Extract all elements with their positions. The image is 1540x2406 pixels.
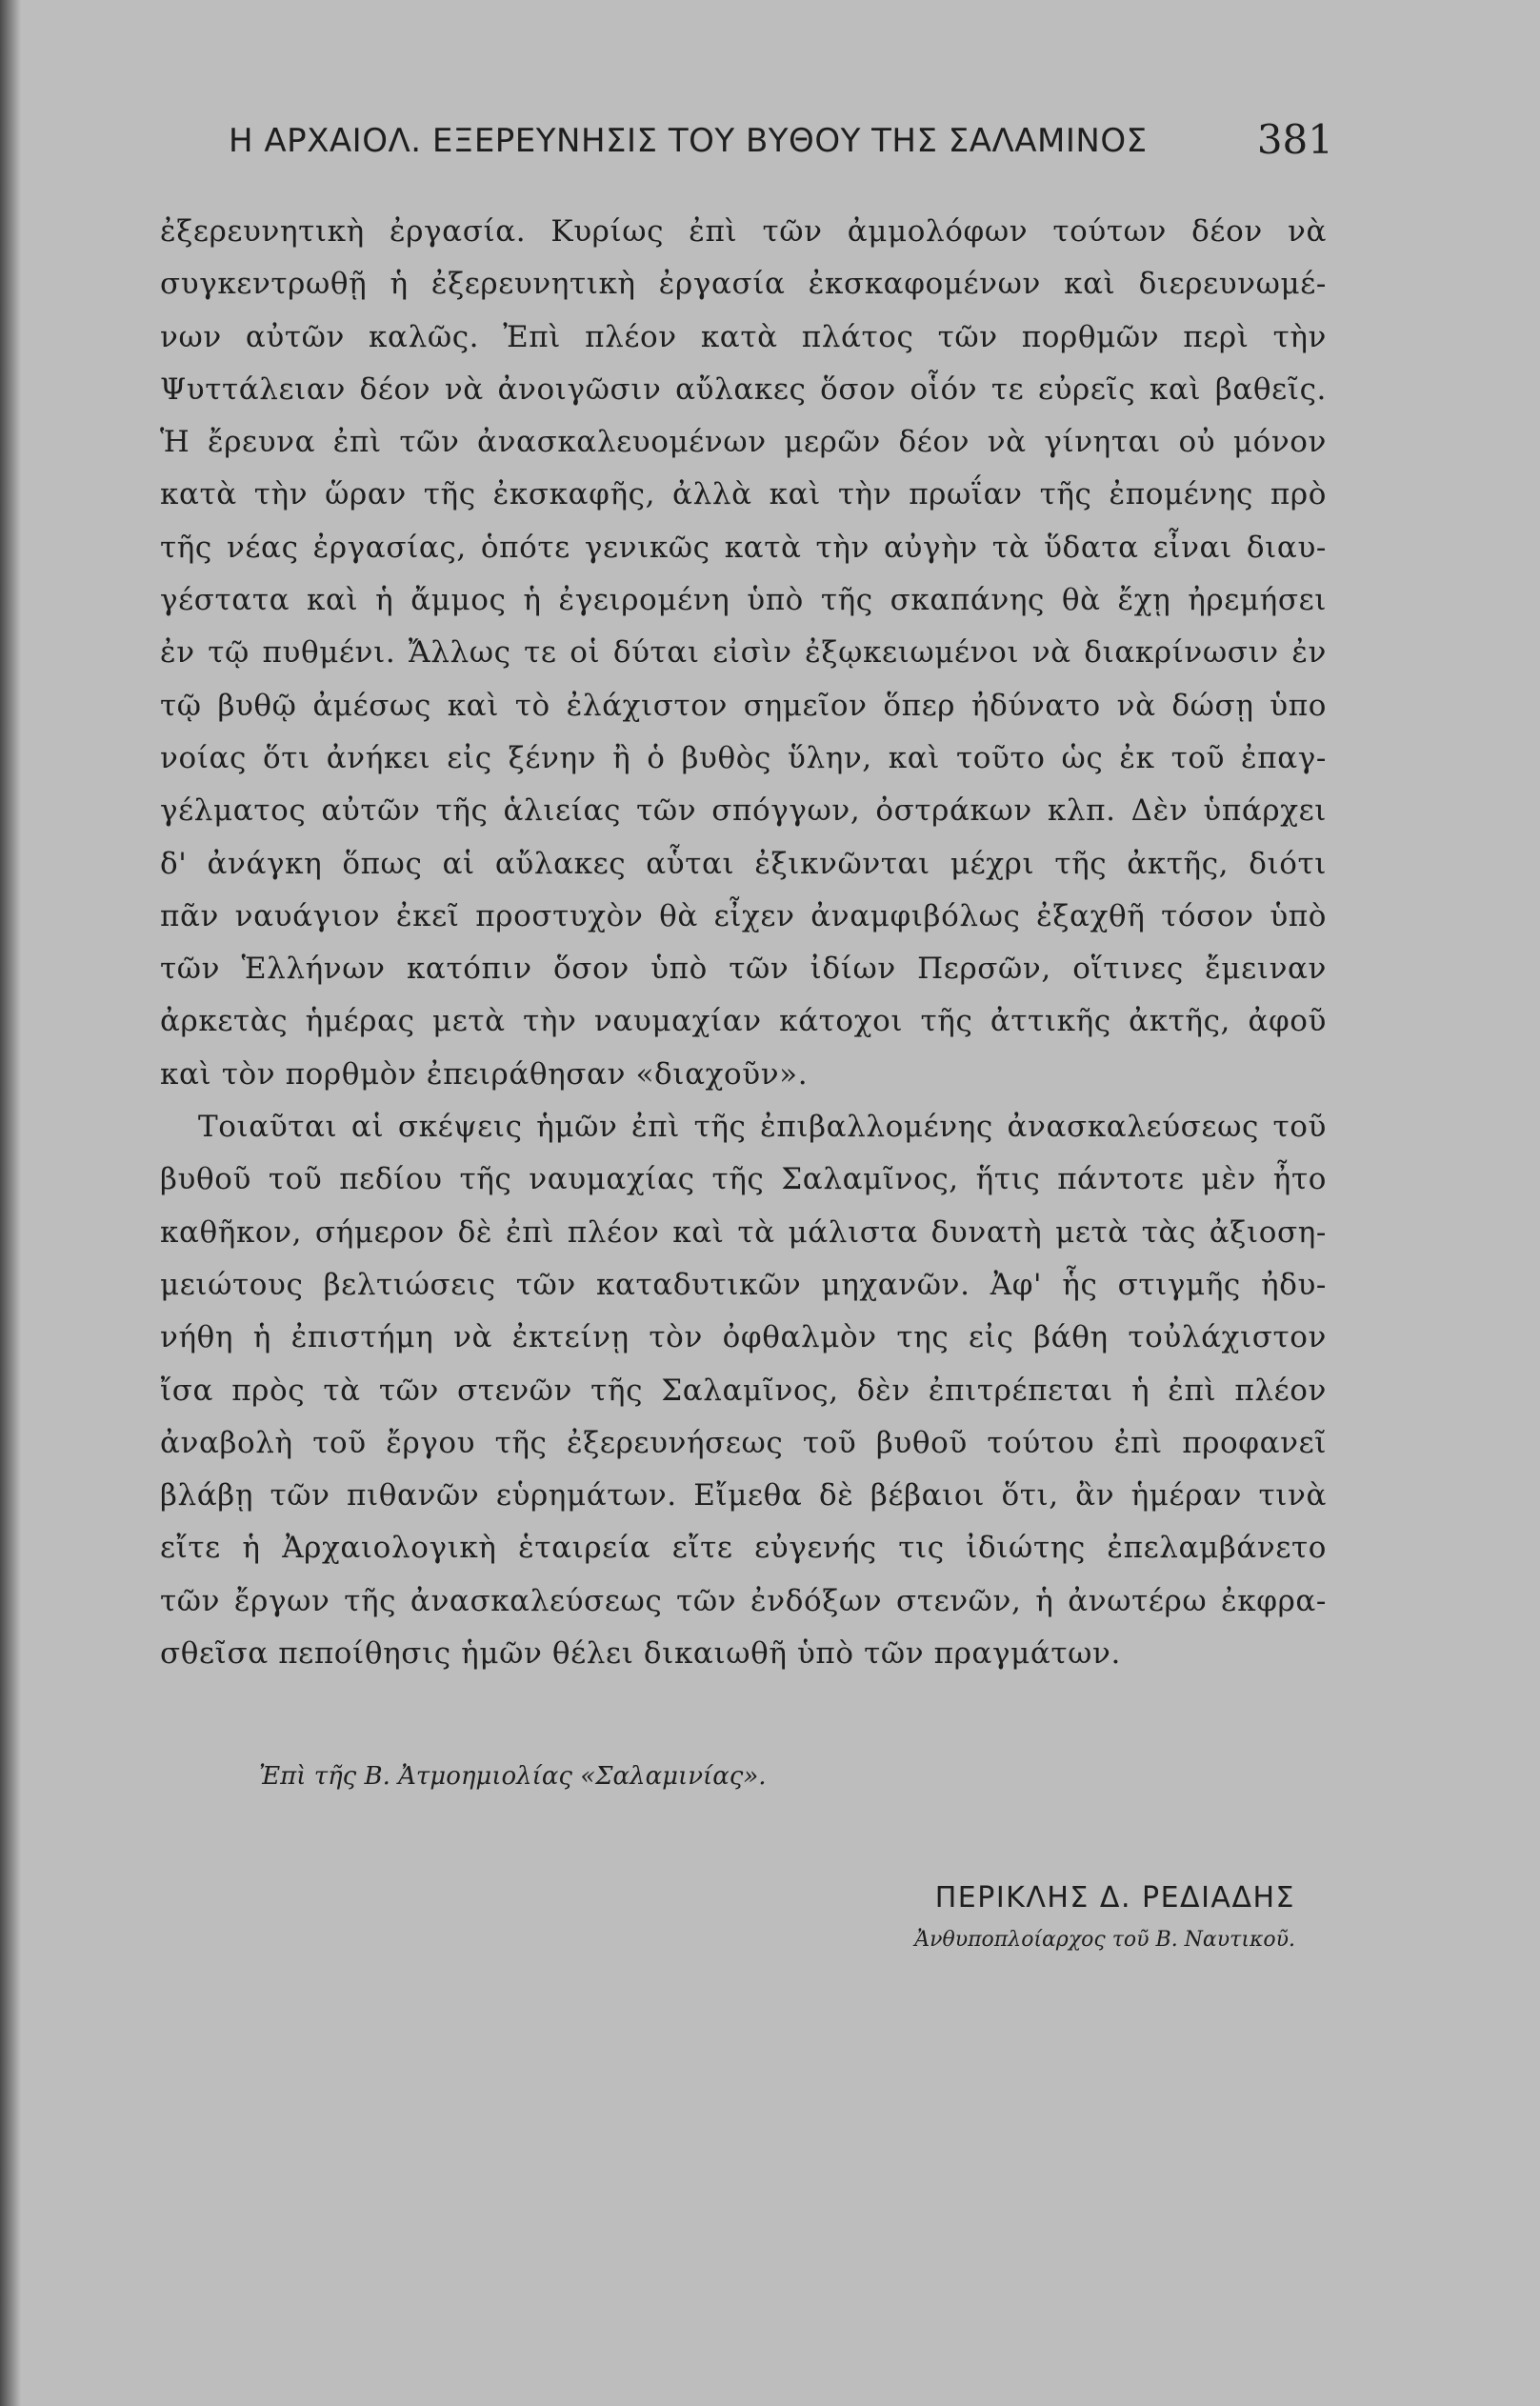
text-line: ἀναβολὴ τοῦ ἔργου τῆς ἐξερευνήσεως τοῦ βυθοῦ τούτου ἐπὶ προφανεῖ bbox=[160, 1425, 1327, 1460]
text-line: δ' ἀνάγκη ὅπως αἱ αὔλακες αὗται ἐξικνῶνται μέχρι τῆς ἀκτῆς, διότι bbox=[160, 846, 1327, 881]
text-line: ἐν τῷ πυθμένι. Ἄλλως τε οἱ δύται εἰσὶν ἐξῳκειωμένοι νὰ διακρίνωσιν ἐν bbox=[160, 635, 1327, 671]
author-name: ΠΕΡΙΚΛΗΣ Δ. ΡΕΔΙΑΔΗΣ bbox=[934, 1881, 1295, 1915]
text-line: καθῆκον, σήμερον δὲ ἐπὶ πλέον καὶ τὰ μάλιστα δυνατὴ μετὰ τὰς ἀξιοση- bbox=[160, 1214, 1327, 1250]
text-line: εἴτε ἡ Ἀρχαιολογικὴ ἑταιρεία εἴτε εὐγενής τις ἰδιώτης ἐπελαμβάνετο bbox=[160, 1531, 1327, 1566]
text-line: τῷ βυθῷ ἀμέσως καὶ τὸ ἐλάχιστον σημεῖον ὅπερ ἠδύνατο νὰ δώσῃ ὑπο bbox=[160, 688, 1327, 723]
text-line: ἐξερευνητικὴ ἐργασία. Κυρίως ἐπὶ τῶν ἀμμολόφων τούτων δέον νὰ bbox=[160, 214, 1327, 249]
text-line: Ἡ ἔρευνα ἐπὶ τῶν ἀνασκαλευομένων μερῶν δέον νὰ γίνηται οὐ μόνον bbox=[160, 425, 1327, 460]
text-line: τῆς νέας ἐργασίας, ὁπότε γενικῶς κατὰ τὴν αὐγὴν τὰ ὕδατα εἶναι διαυ- bbox=[160, 530, 1327, 565]
text-line: Τοιαῦται αἱ σκέψεις ἡμῶν ἐπὶ τῆς ἐπιβαλλομένης ἀνασκαλεύσεως τοῦ bbox=[198, 1110, 1327, 1145]
text-line: συγκεντρωθῇ ἡ ἐξερευνητικὴ ἐργασία ἐκσκαφομένων καὶ διερευνωμέ- bbox=[160, 267, 1327, 302]
text-line: Ψυττάλειαν δέον νὰ ἀνοιγῶσιν αὔλακες ὅσον οἷόν τε εὐρεῖς καὶ βαθεῖς. bbox=[160, 371, 1327, 407]
text-line: πᾶν ναυάγιον ἐκεῖ προστυχὸν θὰ εἶχεν ἀναμφιβόλως ἐξαχθῆ τόσον ὑπὸ bbox=[160, 898, 1327, 933]
text-line: νων αὐτῶν καλῶς. Ἐπὶ πλέον κατὰ πλάτος τῶν πορθμῶν περὶ τὴν bbox=[160, 319, 1327, 354]
text-line: βυθοῦ τοῦ πεδίου τῆς ναυμαχίας τῆς Σαλαμῖνος, ἥτις πάντοτε μὲν ἦτο bbox=[160, 1162, 1327, 1197]
text-line: νοίας ὅτι ἀνήκει εἰς ξένην ἢ ὁ βυθὸς ὕλην, καὶ τοῦτο ὡς ἐκ τοῦ ἐπαγ- bbox=[160, 740, 1327, 775]
page-number: 381 bbox=[1256, 116, 1333, 163]
text-line: σθεῖσα πεποίθησις ἡμῶν θέλει δικαιωθῆ ὑπὸ τῶν πραγμάτων. bbox=[160, 1636, 1121, 1672]
running-title: Η ΑΡΧΑΙΟΛ. ΕΞΕΡΕΥΝΗΣΙΣ ΤΟΥ ΒΥΘΟΥ ΤΗΣ ΣΑΛΑΜΙΝΟΣ bbox=[229, 122, 1148, 160]
text-line: τῶν ἔργων τῆς ἀνασκαλεύσεως τῶν ἐνδόξων στενῶν, ἡ ἀνωτέρω ἐκφρα- bbox=[160, 1583, 1327, 1618]
text-line: γέλματος αὐτῶν τῆς ἁλιείας τῶν σπόγγων, ὀστράκων κλπ. Δὲν ὑπάρχει bbox=[160, 793, 1327, 829]
text-line: μειώτους βελτιώσεις τῶν καταδυτικῶν μηχανῶν. Ἀφ' ἧς στιγμῆς ἠδυ- bbox=[160, 1267, 1327, 1302]
signature-block bbox=[838, 1881, 1295, 1952]
page-spine-shadow bbox=[0, 0, 21, 2406]
running-header bbox=[229, 116, 1333, 179]
text-line: ἴσα πρὸς τὰ τῶν στενῶν τῆς Σαλαμῖνος, δὲν ἐπιτρέπεται ἡ ἐπὶ πλέον bbox=[160, 1373, 1327, 1408]
footnote: Ἐπὶ τῆς Β. Ἀτμοημιολίας «Σαλαμινίας». bbox=[259, 1762, 767, 1791]
body-text bbox=[160, 206, 1327, 1680]
author-role: Ἀνθυποπλοίαρχος τοῦ Β. Ναυτικοῦ. bbox=[914, 1928, 1295, 1952]
text-line: νήθη ἡ ἐπιστήμη νὰ ἐκτείνῃ τὸν ὀφθαλμὸν της εἰς βάθη τοὐλάχιστον bbox=[160, 1320, 1327, 1355]
text-line: κατὰ τὴν ὥραν τῆς ἐκσκαφῆς, ἀλλὰ καὶ τὴν πρωΐαν τῆς ἐπομένης πρὸ bbox=[160, 477, 1327, 512]
text-line: βλάβῃ τῶν πιθανῶν εὑρημάτων. Εἴμεθα δὲ βέβαιοι ὅτι, ἂν ἡμέραν τινὰ bbox=[160, 1478, 1327, 1514]
text-line: τῶν Ἑλλήνων κατόπιν ὅσον ὑπὸ τῶν ἰδίων Περσῶν, οἵτινες ἔμειναν bbox=[160, 952, 1327, 987]
text-line: ἀρκετὰς ἡμέρας μετὰ τὴν ναυμαχίαν κάτοχοι τῆς ἀττικῆς ἀκτῆς, ἀφοῦ bbox=[160, 1004, 1327, 1039]
text-line: καὶ τὸν πορθμὸν ἐπειράθησαν «διαχοῦν». bbox=[160, 1056, 809, 1092]
text-line: γέστατα καὶ ἡ ἄμμος ἡ ἐγειρομένη ὑπὸ τῆς σκαπάνης θὰ ἔχῃ ἠρεμήσει bbox=[160, 583, 1327, 618]
